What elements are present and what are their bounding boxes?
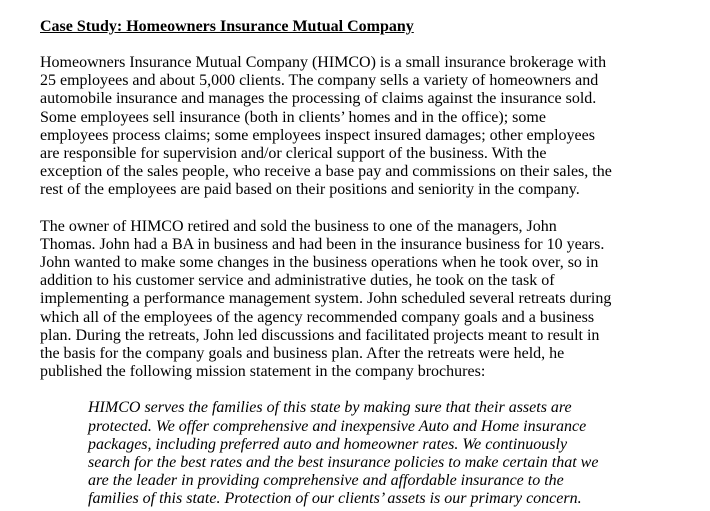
document-title: Case Study: Homeowners Insurance Mutual Company [40, 18, 414, 35]
text-line: implementing a performance management system. John scheduled several retreats during [40, 290, 612, 308]
text-line: 25 employees and about 5,000 clients. The company sells a variety of homeowners and [40, 72, 599, 90]
quote-line: HIMCO serves the families of this state by making sure that their assets are [88, 399, 572, 417]
text-line: employees process claims; some employees inspect insured damages; other employees [40, 126, 595, 144]
document-page [40, 18, 680, 509]
text-line: automobile insurance and manages the processing of claims against the insurance sold. [40, 90, 597, 108]
text-line: Some employees sell insurance (both in clients’ homes and in the office); some [40, 108, 546, 126]
paragraph-ownership-change [40, 218, 680, 382]
text-line: published the following mission statement in the company brochures: [40, 363, 486, 381]
text-line: exception of the sales people, who receive a base pay and commissions on their sales, the [40, 163, 612, 181]
text-line: plan. During the retreats, John led discussions and facilitated projects meant to result in [40, 326, 600, 344]
text-line: John wanted to make some changes in the business operations when he took over, so in [40, 254, 599, 272]
quote-line: families of this state. Protection of our clients’ assets is our primary concern. [88, 490, 582, 508]
text-line: rest of the employees are paid based on their positions and seniority in the company. [40, 181, 580, 199]
text-line: which all of the employees of the agency recommended company goals and a business [40, 308, 595, 326]
text-line: Thomas. John had a BA in business and had been in the insurance business for 10 years. [40, 235, 605, 253]
quote-line: packages, including preferred auto and homeowner rates. We continuously [88, 435, 568, 453]
text-line: the basis for the company goals and business plan. After the retreats were held, he [40, 345, 565, 363]
text-line: are responsible for supervision and/or clerical support of the business. With the [40, 145, 547, 163]
paragraph-company-overview [40, 54, 680, 200]
text-line: Homeowners Insurance Mutual Company (HIMCO) is a small insurance brokerage with [40, 54, 607, 71]
text-line: addition to his customer service and administrative duties, he took on the task of [40, 272, 555, 290]
text-line: The owner of HIMCO retired and sold the business to one of the managers, John [40, 217, 557, 235]
quote-line: search for the best rates and the best insurance policies to make certain that we [88, 454, 599, 472]
mission-statement-quote [88, 399, 680, 508]
quote-line: protected. We offer comprehensive and inexpensive Auto and Home insurance [88, 417, 587, 435]
quote-line: are the leader in providing comprehensive and affordable insurance to the [88, 472, 564, 490]
